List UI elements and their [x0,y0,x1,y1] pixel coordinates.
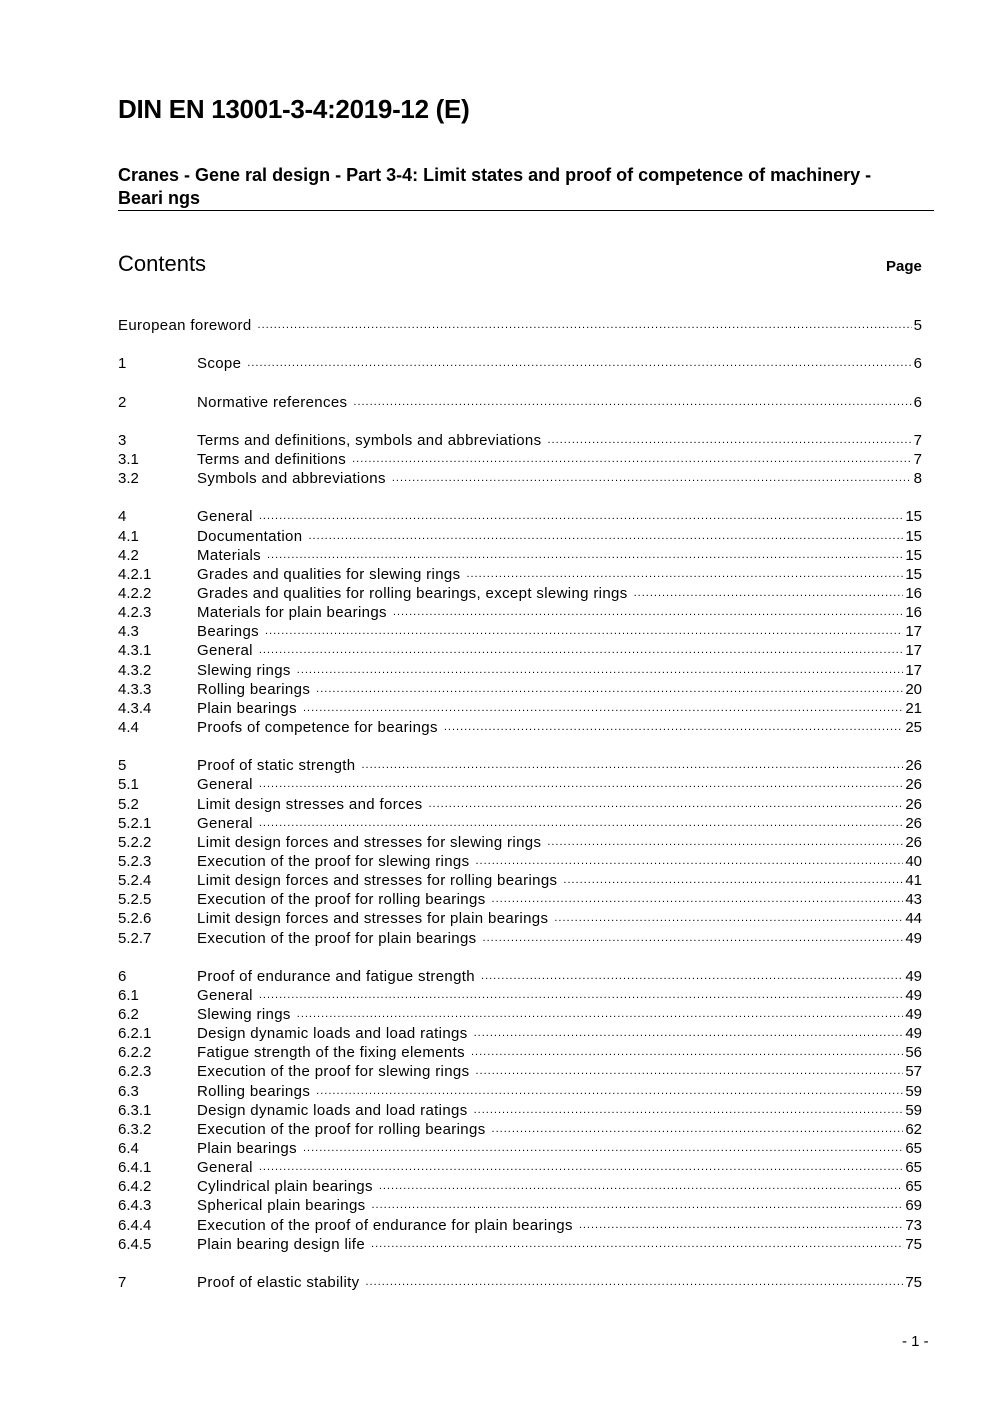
toc-entry[interactable] [118,450,922,469]
toc-dot-leader [563,871,903,890]
toc-entry-title[interactable]: Rolling bearings [197,680,311,698]
toc-entry[interactable] [118,661,922,680]
toc-entry-title[interactable]: Limit design stresses and forces [197,795,423,813]
toc-dot-leader [372,1196,904,1215]
table-of-contents [118,316,922,1292]
toc-dot-leader [259,641,903,660]
toc-entry-number: 6.3.2 [118,1120,152,1138]
toc-entry-number: 4.3 [118,623,139,641]
toc-entry[interactable] [118,1177,922,1196]
toc-entry[interactable] [118,1024,922,1043]
toc-entry[interactable] [118,546,922,565]
document-id: DIN EN 13001-3-4:2019-12 (E) [118,94,470,124]
toc-dot-leader [474,1101,904,1120]
toc-entry[interactable] [118,316,922,335]
toc-entry-title[interactable]: Terms and definitions [197,450,347,468]
toc-entry-page[interactable]: 65 [905,1159,922,1177]
toc-dot-leader [259,507,903,526]
toc-entry-number: 4.3.2 [118,661,152,679]
toc-entry-title[interactable]: Fatigue strength of the fixing elements [197,1044,465,1062]
toc-entry[interactable] [118,603,922,622]
toc-entry-page[interactable]: 21 [905,699,922,717]
toc-entry-number: 5.2 [118,795,139,813]
toc-entry[interactable] [118,1120,922,1139]
toc-entry-title[interactable]: Execution of the proof for rolling bearings [197,1120,486,1138]
toc-dot-leader [352,450,912,469]
toc-dot-leader [471,1043,903,1062]
page-column-label: Page [886,258,922,275]
toc-dot-leader [361,756,903,775]
toc-entry-page[interactable]: 59 [905,1101,922,1119]
toc-entry-title[interactable]: Proof of endurance and fatigue strength [197,967,476,985]
toc-entry[interactable] [118,1062,922,1081]
toc-dot-leader [466,565,903,584]
toc-entry[interactable] [118,354,922,373]
toc-entry-title[interactable]: Design dynamic loads and load ratings [197,1101,468,1119]
toc-entry-title[interactable]: European foreword [118,317,252,334]
toc-entry-title[interactable]: Execution of the proof for slewing rings [197,1063,470,1081]
toc-entry-title[interactable]: Documentation [197,527,303,545]
toc-entry-page[interactable]: 75 [905,1274,922,1292]
toc-dot-leader [492,890,904,909]
toc-entry-title[interactable]: Proofs of competence for bearings [197,718,438,736]
toc-entry-page[interactable]: 8 [913,470,922,488]
toc-entry-number: 7 [118,1274,127,1292]
toc-entry-title[interactable]: Spherical plain bearings [197,1197,366,1215]
toc-dot-leader [379,1177,903,1196]
toc-entry-page[interactable]: 49 [905,929,922,947]
toc-entry-title[interactable]: General [197,1159,253,1177]
toc-entry[interactable] [118,1235,922,1254]
toc-entry-page[interactable]: 26 [905,776,922,794]
toc-entry-title[interactable]: General [197,508,253,526]
toc-entry[interactable] [118,986,922,1005]
toc-dot-leader [267,546,903,565]
toc-entry-page[interactable]: 43 [905,891,922,909]
toc-entry[interactable] [118,680,922,699]
toc-entry[interactable] [118,756,922,775]
toc-entry-page[interactable]: 16 [905,604,922,622]
contents-heading: Contents [118,251,207,276]
toc-entry-title[interactable]: Grades and qualities for rolling bearings, except slewing rings [197,584,628,602]
toc-entry[interactable] [118,1158,922,1177]
toc-entry-title[interactable]: General [197,814,253,832]
toc-dot-leader [303,1139,903,1158]
toc-dot-leader [428,795,903,814]
title-divider [118,210,934,211]
toc-entry-page[interactable]: 49 [905,967,922,985]
toc-dot-leader [492,1120,904,1139]
toc-entry-title[interactable]: Scope [197,355,242,373]
toc-entry-page[interactable]: 49 [905,1025,922,1043]
toc-entry-title[interactable]: Plain bearings [197,699,297,717]
toc-dot-leader [475,852,903,871]
toc-entry-page[interactable]: 41 [905,872,922,890]
toc-entry-title[interactable]: Cylindrical plain bearings [197,1178,373,1196]
toc-entry-page[interactable]: 44 [905,910,922,928]
toc-dot-leader [316,1082,903,1101]
toc-entry-number: 2 [118,393,127,411]
toc-entry-page[interactable]: 7 [913,450,922,468]
toc-dot-leader [258,316,912,335]
toc-entry-number: 4.3.4 [118,699,152,717]
toc-entry[interactable] [118,1273,922,1292]
toc-entry-number: 4.2.3 [118,604,152,622]
toc-entry-number: 6.2.2 [118,1044,152,1062]
toc-dot-leader [483,929,904,948]
toc-entry-title[interactable]: Normative references [197,393,348,411]
toc-entry-title[interactable]: General [197,642,253,660]
toc-entry-title[interactable]: Execution of the proof for plain bearings [197,929,477,947]
toc-dot-leader [547,833,903,852]
toc-entry-title[interactable]: Limit design forces and stresses for plain bearings [197,910,549,928]
toc-entry-page[interactable]: 17 [905,642,922,660]
toc-entry-number: 6.3 [118,1082,139,1100]
toc-entry-title[interactable]: Limit design forces and stresses for rolling bearings [197,872,558,890]
toc-dot-leader [265,622,903,641]
toc-entry-title[interactable]: Bearings [197,623,260,641]
toc-entry-number: 6 [118,967,127,985]
toc-entry-title[interactable]: Grades and qualities for slewing rings [197,565,461,583]
toc-entry[interactable] [118,469,922,488]
toc-dot-leader [247,354,911,373]
toc-entry-title[interactable]: Plain bearings [197,1140,297,1158]
toc-entry-number: 5.2.1 [118,814,152,832]
toc-entry-number: 6.4.4 [118,1216,152,1234]
toc-entry-number: 4 [118,508,127,526]
toc-entry-number: 4.1 [118,527,139,545]
toc-entry-number: 5.2.7 [118,929,152,947]
toc-entry[interactable] [118,967,922,986]
toc-entry-number: 5.2.3 [118,852,152,870]
toc-entry-number: 6.2.3 [118,1063,152,1081]
toc-entry-title[interactable]: Execution of the proof of endurance for plain bearings [197,1216,573,1234]
toc-dot-leader [259,775,903,794]
toc-entry-page[interactable]: 65 [905,1140,922,1158]
toc-entry[interactable] [118,1139,922,1158]
toc-entry-page[interactable]: 15 [905,546,922,564]
page-number: - 1 - [902,1333,929,1350]
toc-entry[interactable] [118,795,922,814]
toc-entry-title[interactable]: Plain bearing design life [197,1235,366,1253]
toc-entry-number: 5.1 [118,776,139,794]
toc-entry-number: 6.4.1 [118,1159,152,1177]
toc-entry-number: 3.1 [118,450,139,468]
toc-entry-title[interactable]: Symbols and abbreviations [197,470,386,488]
toc-entry-title[interactable]: Proof of elastic stability [197,1274,360,1292]
toc-entry[interactable] [118,890,922,909]
toc-entry-title[interactable]: General [197,986,253,1004]
toc-entry[interactable] [118,718,922,737]
toc-entry-page[interactable]: 6 [913,393,922,411]
toc-entry-title[interactable]: Proof of static strength [197,757,356,775]
toc-entry-page[interactable]: 59 [905,1082,922,1100]
toc-entry[interactable] [118,852,922,871]
toc-entry-page[interactable]: 17 [905,623,922,641]
toc-dot-leader [554,909,903,928]
toc-entry[interactable] [118,1005,922,1024]
toc-entry-page[interactable]: 16 [905,584,922,602]
toc-entry-number: 1 [118,355,127,373]
toc-entry[interactable] [118,775,922,794]
toc-dot-leader [259,1158,903,1177]
toc-dot-leader [353,393,911,412]
toc-dot-leader [634,584,904,603]
toc-entry[interactable] [118,507,922,526]
toc-entry-title[interactable]: Limit design forces and stresses for slewing rings [197,833,542,851]
toc-entry-page[interactable]: 40 [905,852,922,870]
toc-dot-leader [579,1216,904,1235]
toc-entry-page[interactable]: 57 [905,1063,922,1081]
toc-entry-page[interactable]: 26 [905,795,922,813]
toc-entry[interactable] [118,641,922,660]
toc-entry-title[interactable]: General [197,776,253,794]
toc-entry-page[interactable]: 26 [905,833,922,851]
toc-entry-number: 5.2.2 [118,833,152,851]
toc-entry[interactable] [118,393,922,412]
toc-entry-page[interactable]: 69 [905,1197,922,1215]
toc-entry[interactable] [118,1101,922,1120]
toc-entry-page[interactable]: 15 [905,508,922,526]
toc-entry-number: 6.1 [118,986,139,1004]
toc-entry-number: 6.4.5 [118,1235,152,1253]
toc-dot-leader [444,718,903,737]
toc-entry[interactable] [118,699,922,718]
toc-entry[interactable] [118,1082,922,1101]
toc-entry-page[interactable]: 62 [905,1120,922,1138]
toc-entry-page[interactable]: 49 [905,1006,922,1024]
toc-entry-page[interactable]: 6 [913,355,922,373]
toc-entry-page[interactable]: 56 [905,1044,922,1062]
toc-entry-page[interactable]: 15 [905,527,922,545]
toc-entry-number: 6.4.2 [118,1178,152,1196]
toc-entry-number: 3.2 [118,470,139,488]
toc-entry-number: 4.3.3 [118,680,152,698]
toc-entry-number: 4.4 [118,718,139,736]
toc-entry[interactable] [118,1043,922,1062]
toc-dot-leader [371,1235,903,1254]
toc-dot-leader [392,469,912,488]
toc-entry-page[interactable]: 5 [913,317,922,334]
toc-dot-leader [316,680,903,699]
toc-entry[interactable] [118,814,922,833]
toc-entry-number: 4.2.1 [118,565,152,583]
toc-entry[interactable] [118,584,922,603]
toc-entry-page[interactable]: 15 [905,565,922,583]
toc-entry[interactable] [118,929,922,948]
toc-dot-leader [547,431,911,450]
toc-entry-number: 6.2.1 [118,1025,152,1043]
toc-dot-leader [475,1062,903,1081]
toc-entry-page[interactable]: 26 [905,814,922,832]
toc-entry-page[interactable]: 65 [905,1178,922,1196]
toc-entry-page[interactable]: 20 [905,680,922,698]
toc-dot-leader [303,699,903,718]
toc-entry[interactable] [118,871,922,890]
toc-entry-title[interactable]: Materials [197,546,261,564]
toc-entry[interactable] [118,909,922,928]
toc-dot-leader [366,1273,904,1292]
toc-dot-leader [308,527,903,546]
toc-dot-leader [474,1024,904,1043]
toc-entry-number: 4.3.1 [118,642,152,660]
toc-entry-title[interactable]: Materials for plain bearings [197,604,387,622]
toc-entry-title[interactable]: Terms and definitions, symbols and abbreviations [197,431,542,449]
toc-entry-number: 6.4 [118,1140,139,1158]
toc-entry-page[interactable]: 73 [905,1216,922,1234]
toc-entry-page[interactable]: 26 [905,757,922,775]
toc-entry-title[interactable]: Execution of the proof for rolling bearings [197,891,486,909]
toc-dot-leader [297,661,904,680]
toc-entry-page[interactable]: 17 [905,661,922,679]
toc-entry-title[interactable]: Design dynamic loads and load ratings [197,1025,468,1043]
toc-entry[interactable] [118,1196,922,1215]
toc-entry-number: 6.3.1 [118,1101,152,1119]
toc-dot-leader [393,603,903,622]
toc-entry[interactable] [118,833,922,852]
toc-dot-leader [259,986,903,1005]
toc-entry-number: 4.2 [118,546,139,564]
toc-entry-number: 4.2.2 [118,584,152,602]
toc-entry-page[interactable]: 75 [905,1235,922,1253]
toc-entry-title[interactable]: Slewing rings [197,661,291,679]
toc-entry[interactable] [118,1216,922,1235]
toc-entry-page[interactable]: 7 [913,431,922,449]
toc-entry-number: 6.2 [118,1006,139,1024]
toc-entry[interactable] [118,431,922,450]
toc-entry-number: 3 [118,431,127,449]
toc-dot-leader [297,1005,904,1024]
toc-entry-page[interactable]: 25 [905,718,922,736]
toc-entry-title[interactable]: Slewing rings [197,1006,291,1024]
toc-dot-leader [481,967,903,986]
toc-entry-title[interactable]: Execution of the proof for slewing rings [197,852,470,870]
toc-entry-number: 5.2.5 [118,891,152,909]
toc-entry[interactable] [118,565,922,584]
toc-entry-number: 6.4.3 [118,1197,152,1215]
toc-dot-leader [259,814,903,833]
toc-entry[interactable] [118,622,922,641]
toc-entry-page[interactable]: 49 [905,986,922,1004]
toc-entry[interactable] [118,527,922,546]
toc-entry-title[interactable]: Rolling bearings [197,1082,311,1100]
toc-entry-number: 5 [118,757,127,775]
toc-entry-number: 5.2.6 [118,910,152,928]
toc-entry-number: 5.2.4 [118,872,152,890]
document-title: Cranes - Gene ral design - Part 3-4: Limit states and proof of competence of machinery - Beari ngs [118,165,872,208]
